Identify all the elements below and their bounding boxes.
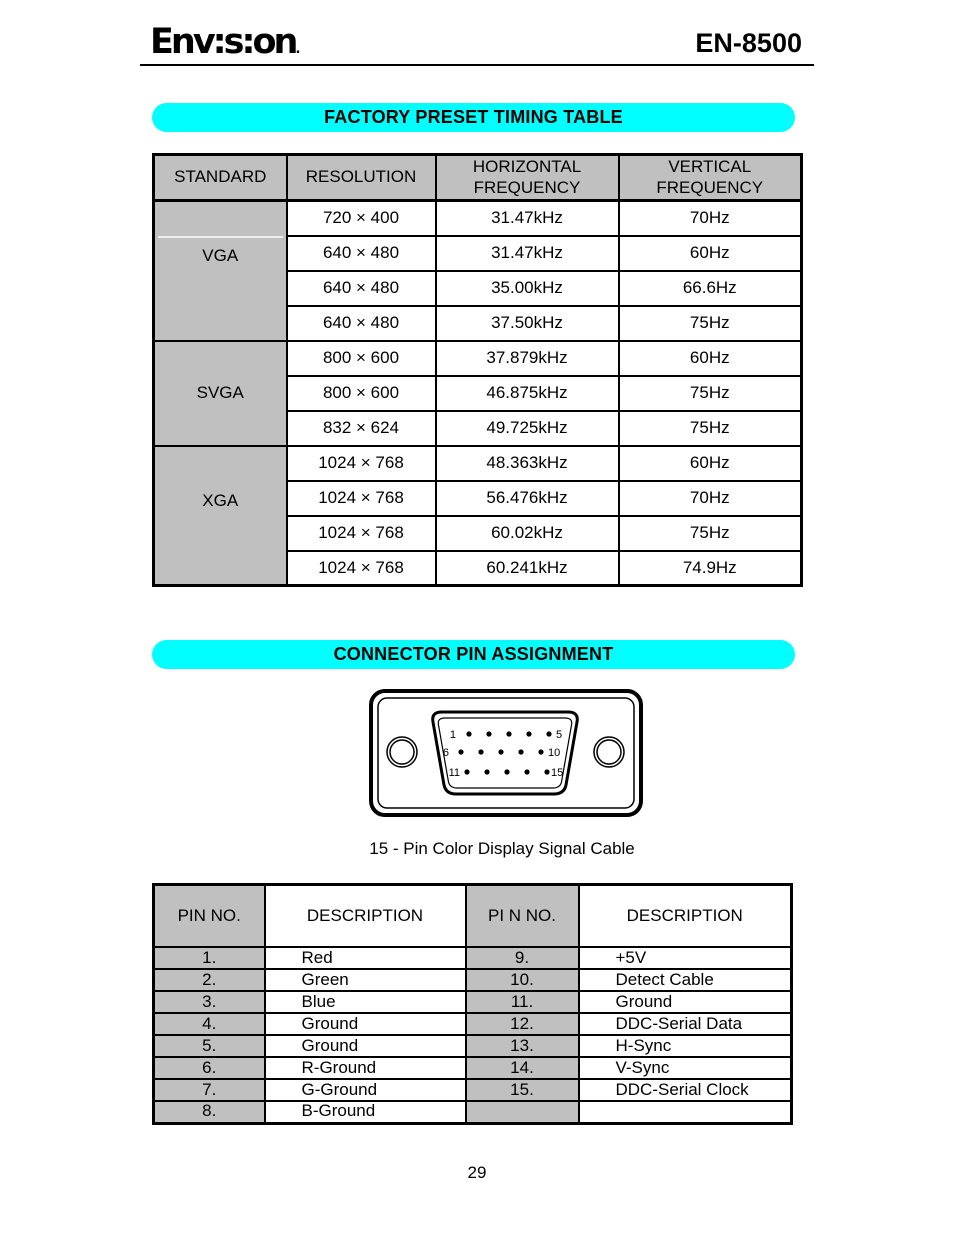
pin-number-cell: 2.	[154, 969, 265, 991]
connector-section-banner	[152, 640, 795, 669]
pin-table-row	[154, 1057, 792, 1079]
hfreq-cell: 31.47kHz	[436, 201, 619, 236]
pin-number-cell: 8.	[154, 1101, 265, 1123]
timing-header-hfreq: HORIZONTAL FREQUENCY	[436, 155, 619, 201]
vfreq-cell: 75Hz	[619, 376, 802, 411]
pin-table-row	[154, 1101, 792, 1123]
pin-description-cell: Ground	[579, 991, 792, 1013]
timing-table-row	[154, 341, 802, 376]
vfreq-cell: 75Hz	[619, 306, 802, 341]
pin-assignment-table	[152, 883, 793, 1125]
timing-table-row	[154, 446, 802, 481]
page-number: 29	[467, 1163, 487, 1182]
pin-number-cell: 5.	[154, 1035, 265, 1057]
timing-table-header-row	[154, 155, 802, 201]
pin-description-cell: G-Ground	[265, 1079, 466, 1101]
pin-description-cell: V-Sync	[579, 1057, 792, 1079]
resolution-cell: 1024 × 768	[287, 446, 436, 481]
resolution-cell: 640 × 480	[287, 306, 436, 341]
hfreq-cell: 31.47kHz	[436, 236, 619, 271]
pin-number-cell: 6.	[154, 1057, 265, 1079]
pin-description-cell: Red	[265, 947, 466, 969]
pin-description-cell: DDC-Serial Data	[579, 1013, 792, 1035]
vfreq-cell: 74.9Hz	[619, 551, 802, 586]
hfreq-cell: 56.476kHz	[436, 481, 619, 516]
pin-description-cell: Green	[265, 969, 466, 991]
pin-header-pin-no-2: PI N NO.	[466, 885, 579, 948]
vfreq-cell: 75Hz	[619, 411, 802, 446]
timing-header-resolution: RESOLUTION	[287, 155, 436, 201]
pin-label-5: 5	[556, 729, 563, 741]
resolution-cell: 1024 × 768	[287, 516, 436, 551]
resolution-cell: 800 × 600	[287, 376, 436, 411]
vga-connector-diagram	[368, 688, 644, 818]
vfreq-cell: 60Hz	[619, 341, 802, 376]
pin-number-cell: 10.	[466, 969, 579, 991]
hfreq-cell: 60.02kHz	[436, 516, 619, 551]
pin-table-row	[154, 991, 792, 1013]
pin-label-15: 15	[551, 767, 564, 779]
standard-group-xga: XGA	[154, 446, 287, 586]
connector-section-title: CONNECTOR PIN ASSIGNMENT	[333, 644, 614, 664]
header-divider	[140, 64, 814, 66]
pin-number-cell: 9.	[466, 947, 579, 969]
envision-logo-dot: .	[295, 42, 301, 57]
resolution-cell: 832 × 624	[287, 411, 436, 446]
pin-header-description-1: DESCRIPTION	[265, 885, 466, 948]
pin-number-cell	[466, 1101, 579, 1123]
pin-description-cell: R-Ground	[265, 1057, 466, 1079]
pin-description-cell: H-Sync	[579, 1035, 792, 1057]
pin-description-cell	[579, 1101, 792, 1123]
pin-number-cell: 1.	[154, 947, 265, 969]
pin-table-header-row	[154, 885, 792, 948]
pin-number-cell: 3.	[154, 991, 265, 1013]
pin-header-description-2: DESCRIPTION	[579, 885, 792, 948]
pin-number-cell: 11.	[466, 991, 579, 1013]
resolution-cell: 800 × 600	[287, 341, 436, 376]
vfreq-cell: 75Hz	[619, 516, 802, 551]
vfreq-cell: 66.6Hz	[619, 271, 802, 306]
hfreq-cell: 46.875kHz	[436, 376, 619, 411]
pin-number-cell: 4.	[154, 1013, 265, 1035]
timing-table	[152, 153, 803, 587]
pin-table-row	[154, 947, 792, 969]
vfreq-cell: 60Hz	[619, 236, 802, 271]
hfreq-cell: 60.241kHz	[436, 551, 619, 586]
pin-table-row	[154, 1035, 792, 1057]
pin-number-cell: 15.	[466, 1079, 579, 1101]
pin-description-cell: B-Ground	[265, 1101, 466, 1123]
vfreq-cell: 60Hz	[619, 446, 802, 481]
resolution-cell: 720 × 400	[287, 201, 436, 236]
pin-header-pin-no-1: PIN NO.	[154, 885, 265, 948]
standard-group-vga: VGA	[154, 201, 287, 341]
pin-number-cell: 14.	[466, 1057, 579, 1079]
pin-table-row	[154, 1013, 792, 1035]
model-number: EN-8500	[695, 28, 802, 58]
vfreq-cell: 70Hz	[619, 201, 802, 236]
pin-label-1: 1	[449, 729, 456, 741]
vfreq-cell: 70Hz	[619, 481, 802, 516]
hfreq-cell: 49.725kHz	[436, 411, 619, 446]
connector-caption: 15 - Pin Color Display Signal Cable	[369, 839, 635, 858]
pin-number-cell: 7.	[154, 1079, 265, 1101]
timing-section-banner	[152, 103, 795, 132]
standard-group-svga: SVGA	[154, 341, 287, 446]
pin-label-11: 11	[448, 767, 460, 779]
hfreq-cell: 48.363kHz	[436, 446, 619, 481]
resolution-cell: 1024 × 768	[287, 551, 436, 586]
envision-logo-text: Env:s:on	[150, 22, 296, 62]
hfreq-cell: 35.00kHz	[436, 271, 619, 306]
pin-label-10: 10	[548, 747, 561, 759]
pin-description-cell: DDC-Serial Clock	[579, 1079, 792, 1101]
pin-number-cell: 12.	[466, 1013, 579, 1035]
pin-label-6: 6	[442, 747, 449, 759]
pin-description-cell: Ground	[265, 1035, 466, 1057]
pin-description-cell: Blue	[265, 991, 466, 1013]
pin-number-cell: 13.	[466, 1035, 579, 1057]
timing-header-vfreq: VERTICAL FREQUENCY	[619, 155, 802, 201]
timing-header-standard: STANDARD	[154, 155, 287, 201]
pin-description-cell: Detect Cable	[579, 969, 792, 991]
resolution-cell: 1024 × 768	[287, 481, 436, 516]
pin-description-cell: +5V	[579, 947, 792, 969]
pin-table-row	[154, 969, 792, 991]
pin-table-row	[154, 1079, 792, 1101]
resolution-cell: 640 × 480	[287, 271, 436, 306]
pin-description-cell: Ground	[265, 1013, 466, 1035]
hfreq-cell: 37.879kHz	[436, 341, 619, 376]
envision-logo	[150, 22, 300, 62]
timing-section-title: FACTORY PRESET TIMING TABLE	[324, 107, 623, 127]
hfreq-cell: 37.50kHz	[436, 306, 619, 341]
resolution-cell: 640 × 480	[287, 236, 436, 271]
timing-table-row	[154, 201, 802, 236]
